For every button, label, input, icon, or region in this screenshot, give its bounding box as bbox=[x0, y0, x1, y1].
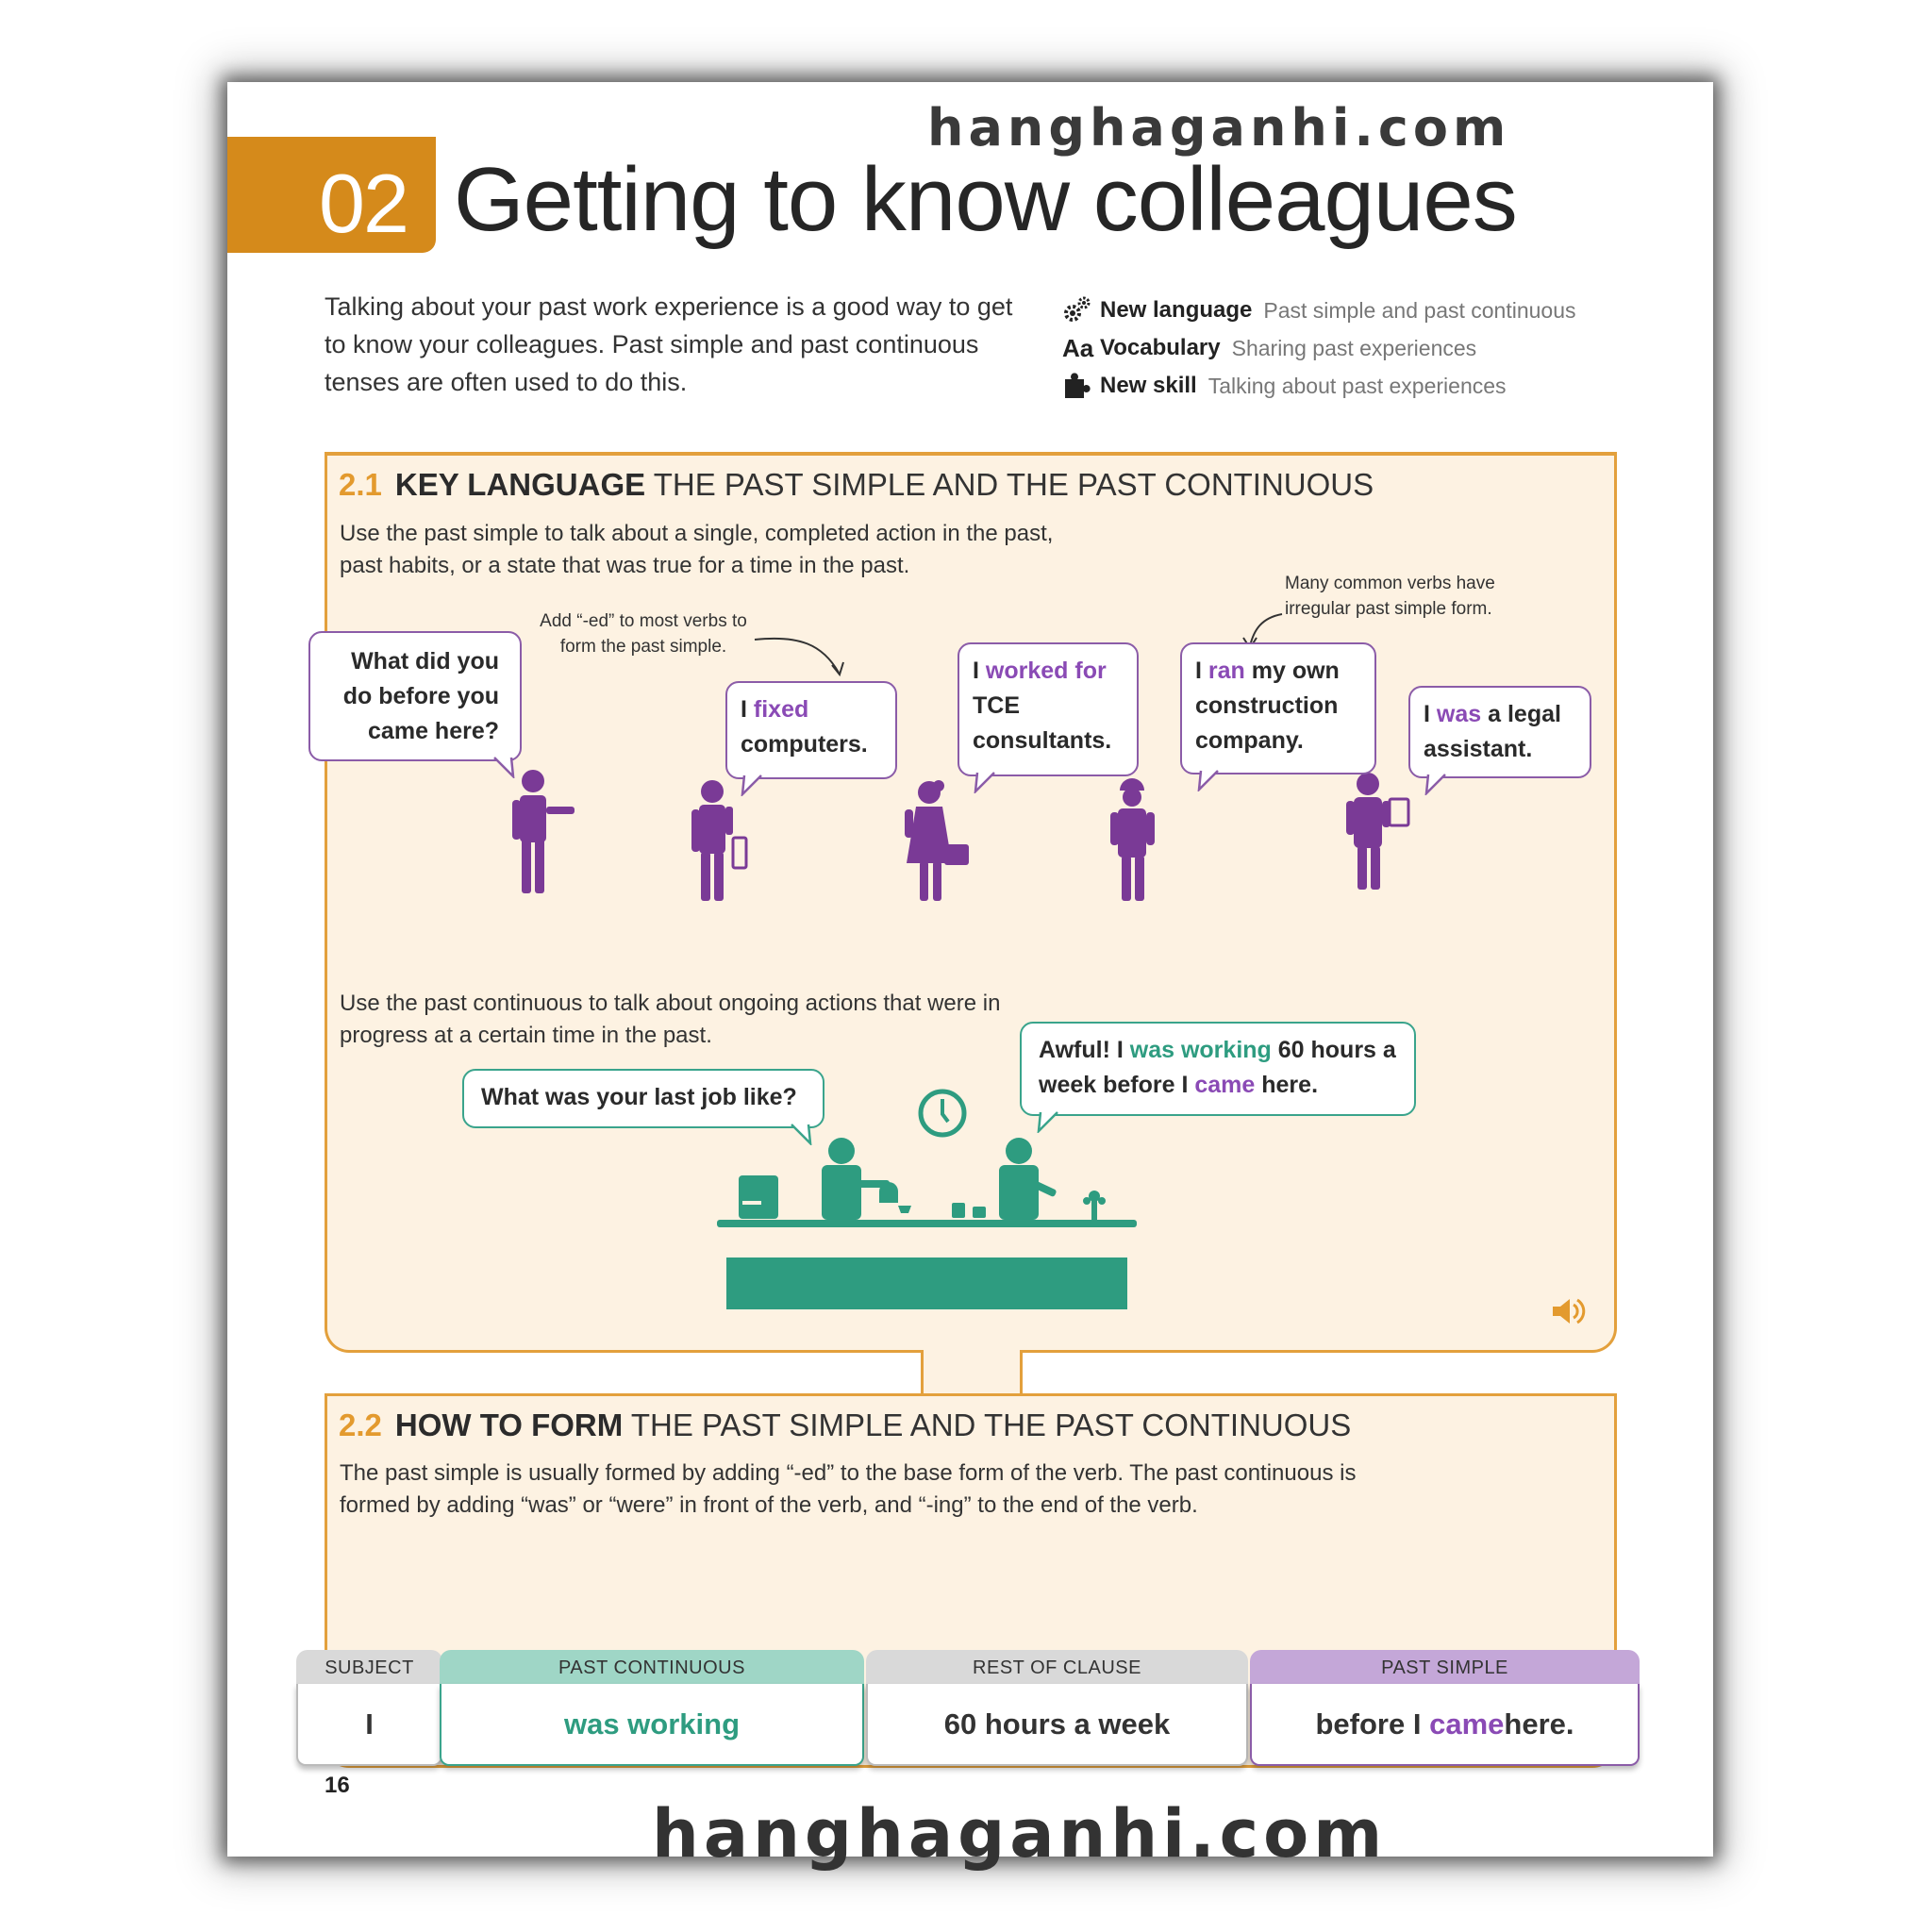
box-connector bbox=[921, 1350, 1023, 1397]
past-continuous-explanation: Use the past continuous to talk about ongoing actions that were in progress at a certain time in the past. bbox=[340, 991, 1001, 1048]
piece-value: I bbox=[296, 1684, 442, 1766]
gears-icon bbox=[1062, 296, 1100, 325]
textbook-page bbox=[227, 82, 1713, 1873]
section-title-rest: THE PAST SIMPLE AND THE PAST CONTINUOUS bbox=[630, 1407, 1352, 1442]
section-title-bold: KEY LANGUAGE bbox=[394, 467, 646, 502]
meta-value: Sharing past experiences bbox=[1231, 335, 1477, 360]
bubble-tail bbox=[972, 771, 998, 793]
bubble-ran-company: I ran my own construction company. bbox=[1180, 642, 1376, 774]
piece-header: PAST CONTINUOUS bbox=[440, 1650, 864, 1686]
page-number: 16 bbox=[325, 1773, 350, 1798]
bubble-worked-for-tce: I worked for TCE consultants. bbox=[958, 642, 1139, 776]
highlight-past-continuous: was working bbox=[1129, 1037, 1272, 1063]
bubble-tail bbox=[1035, 1110, 1061, 1133]
key-language-box bbox=[325, 452, 1617, 1353]
piece-rest-of-clause bbox=[866, 1650, 1248, 1766]
bubble-what-did-you-do: What did you do before you came here? bbox=[308, 631, 522, 761]
meta-row-skill bbox=[1062, 367, 1576, 405]
bubble-last-job-question: What was your last job like? bbox=[462, 1069, 824, 1128]
section-title bbox=[339, 1407, 1351, 1443]
meta-key: New skill bbox=[1100, 373, 1197, 398]
bubble-legal-assistant: I was a legal assistant. bbox=[1408, 686, 1591, 778]
piece-header: REST OF CLAUSE bbox=[866, 1650, 1248, 1686]
highlight-past-simple: came bbox=[1429, 1707, 1505, 1740]
highlight-verb: was bbox=[1436, 701, 1482, 727]
speaker-icon[interactable] bbox=[1549, 1295, 1587, 1327]
meta-key: Vocabulary bbox=[1100, 335, 1221, 360]
piece-header: SUBJECT bbox=[296, 1650, 442, 1686]
meta-row-vocabulary bbox=[1062, 329, 1576, 367]
section-title-rest: THE PAST SIMPLE AND THE PAST CONTINUOUS bbox=[653, 467, 1374, 502]
section-number: 2.2 bbox=[339, 1407, 382, 1442]
bubble-tail bbox=[790, 1123, 816, 1145]
piece-value: 60 hours a week bbox=[866, 1684, 1248, 1766]
meta-value: Talking about past experiences bbox=[1208, 373, 1507, 398]
highlight-verb: worked for bbox=[985, 658, 1107, 684]
watermark-bottom: hanghaganhi.com bbox=[652, 1795, 1388, 1873]
section-number: 2.1 bbox=[339, 467, 382, 502]
aa-icon: Aa bbox=[1062, 333, 1094, 362]
unit-title: Getting to know colleagues bbox=[454, 149, 1517, 250]
piece-header: PAST SIMPLE bbox=[1250, 1650, 1640, 1686]
bubble-fixed-computers: I fixed computers. bbox=[725, 681, 897, 779]
bubble-tail bbox=[1423, 773, 1449, 795]
note-ed: Add “-ed” to most verbs to form the past simple. bbox=[540, 611, 747, 657]
meta-row-language bbox=[1062, 291, 1576, 329]
meta-key: New language bbox=[1100, 297, 1253, 323]
bubble-awful-answer: Awful! I was working 60 hours a week before I came here. bbox=[1020, 1022, 1416, 1116]
bubble-tail bbox=[1195, 769, 1222, 791]
puzzle-icon bbox=[1062, 372, 1100, 400]
piece-value: was working bbox=[440, 1684, 864, 1766]
highlight-verb: fixed bbox=[753, 696, 809, 723]
meta-value: Past simple and past continuous bbox=[1263, 297, 1576, 323]
piece-past-continuous bbox=[440, 1650, 864, 1766]
intro-text: Talking about your past work experience is a good way to get to know your colleagues. Past simple and past continuous tenses are often used to do this. bbox=[325, 292, 1013, 396]
piece-subject bbox=[296, 1650, 442, 1766]
bubble-tail bbox=[739, 774, 765, 796]
unit-meta bbox=[1062, 291, 1576, 405]
highlight-verb: ran bbox=[1208, 658, 1245, 684]
past-simple-explanation: Use the past simple to talk about a single, completed action in the past, past habits, or a state that was true for a time in the past. bbox=[340, 521, 1054, 578]
piece-value: before I came here. bbox=[1250, 1684, 1640, 1766]
form-explanation: The past simple is usually formed by adding “-ed” to the base form of the verb. The past continuous is formed by adding “was” or “were” in front of the verb, and “-ing” to the end of the verb. bbox=[340, 1460, 1357, 1518]
highlight-past-simple: came bbox=[1194, 1072, 1256, 1098]
figures-illustration bbox=[327, 456, 1620, 1357]
note-irregular: Many common verbs have irregular past simple form. bbox=[1285, 574, 1495, 619]
watermark-top: hanghaganhi.com bbox=[927, 98, 1511, 158]
bubble-tail bbox=[492, 756, 519, 778]
piece-past-simple bbox=[1250, 1650, 1640, 1766]
section-title-bold: HOW TO FORM bbox=[394, 1407, 624, 1442]
unit-number: 02 bbox=[319, 157, 408, 250]
